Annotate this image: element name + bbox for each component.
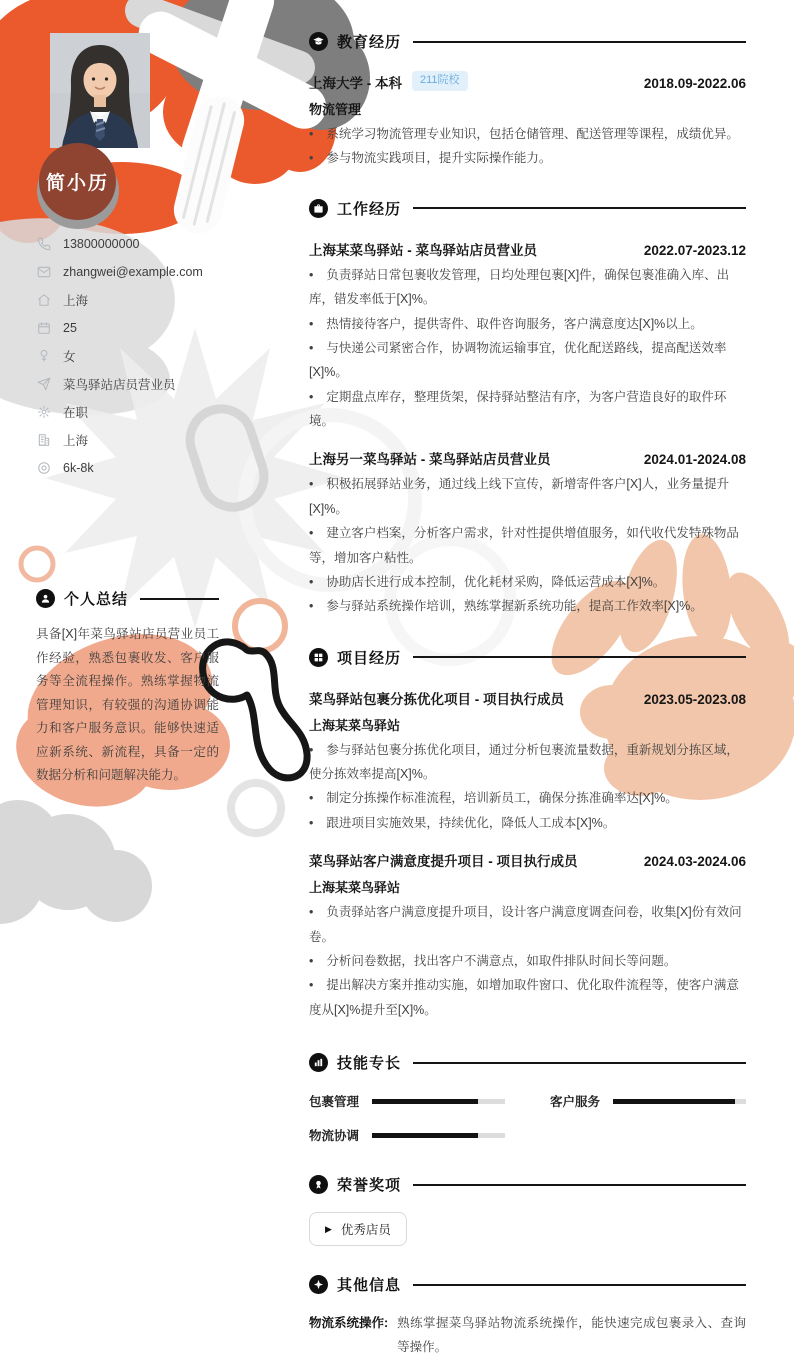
skill-bar bbox=[372, 1133, 505, 1138]
triangle-icon: ▶ bbox=[325, 1223, 332, 1234]
contact-row-age bbox=[37, 314, 277, 342]
skill-label: 客户服务 bbox=[550, 1095, 601, 1109]
contact-row-status bbox=[37, 398, 277, 426]
education-major: 物流管理 bbox=[309, 102, 362, 117]
profile-photo bbox=[50, 33, 150, 148]
summary-text: 具备[X]年菜鸟驿站店员营业员工作经验，熟悉包裹收发、客户服务等全流程操作。熟练掌握物流管理知识，有较强的沟通协调能力和客户服务意识。能够快速适应新系统、新流程，具备一定的数据分析和问题解决能力。 bbox=[36, 627, 219, 782]
bullet-item: • 分析问卷数据，找出客户不满意点，如取件排队时间长等问题。 bbox=[309, 949, 746, 973]
projects-header bbox=[309, 647, 746, 668]
project-title: 菜鸟驿站客户满意度提升项目 - 项目执行成员 bbox=[309, 854, 578, 870]
home-icon bbox=[37, 293, 52, 308]
contact-row-email bbox=[37, 258, 277, 286]
contact-status: 在职 bbox=[63, 406, 89, 420]
contact-email: zhangwei@example.com bbox=[63, 265, 203, 279]
contact-row-salary bbox=[37, 454, 277, 482]
education-title: 教育经历 bbox=[337, 34, 402, 51]
bullet-item: • 参与驿站系统操作培训，熟练掌握新系统功能，提高工作效率[X]%。 bbox=[309, 594, 746, 618]
summary-rule bbox=[140, 598, 219, 600]
summary-title: 个人总结 bbox=[64, 591, 129, 608]
education-entry bbox=[309, 72, 746, 171]
graduation-cap-icon bbox=[309, 32, 328, 51]
job-bullets bbox=[309, 263, 746, 434]
profile-name: 简小历 bbox=[45, 173, 109, 194]
honors-list bbox=[309, 1212, 746, 1246]
honor-pill bbox=[309, 1212, 407, 1246]
bullet-item: • 系统学习物流管理专业知识，包括仓储管理、配送管理等课程，成绩优异。 bbox=[309, 122, 746, 146]
education-date: 2018.09-2022.06 bbox=[643, 76, 746, 91]
skill-label: 包裹管理 bbox=[309, 1095, 360, 1109]
honors-header bbox=[309, 1174, 746, 1195]
skills-section bbox=[309, 1052, 746, 1144]
main-column bbox=[309, 31, 746, 1360]
bullet-item: • 与快递公司紧密合作，协调物流运输事宜，优化配送路线，提高配送效率[X]%。 bbox=[309, 336, 746, 385]
sparkle-icon bbox=[309, 1275, 328, 1294]
work-rule bbox=[413, 207, 746, 209]
contact-row-phone bbox=[37, 230, 277, 258]
skill-bar bbox=[372, 1099, 505, 1104]
target-icon bbox=[37, 461, 52, 476]
work-title: 工作经历 bbox=[337, 200, 402, 218]
contact-list bbox=[37, 230, 277, 482]
projects-title: 项目经历 bbox=[337, 649, 402, 667]
honor-label: 优秀店员 bbox=[340, 1223, 391, 1237]
skills-rule bbox=[413, 1062, 746, 1064]
contact-city: 上海 bbox=[63, 434, 89, 448]
bullet-item: • 参与物流实践项目，提升实际操作能力。 bbox=[309, 146, 746, 170]
name-badge bbox=[37, 143, 121, 229]
bullet-item: • 参与驿站包裹分拣优化项目，通过分析包裹流量数据，重新规划分拣区域，使分拣效率提高[X]%。 bbox=[309, 738, 746, 787]
other-rule bbox=[413, 1284, 746, 1286]
other-info-text: 熟练掌握菜鸟驿站物流系统操作，能快速完成包裹录入、查询等操作。 bbox=[397, 1316, 746, 1354]
other-section bbox=[309, 1274, 746, 1360]
other-info-label: 物流系统操作: bbox=[309, 1316, 389, 1330]
job-title: 上海某菜鸟驿站 - 菜鸟驿站店员营业员 bbox=[309, 242, 537, 258]
honors-rule bbox=[413, 1184, 746, 1186]
honors-section bbox=[309, 1174, 746, 1246]
phone-icon bbox=[37, 237, 52, 252]
briefcase-icon bbox=[309, 199, 328, 218]
education-header bbox=[309, 31, 746, 52]
skill-row bbox=[309, 1092, 505, 1110]
bullet-item: • 负责驿站客户满意度提升项目，设计客户满意度调查问卷，收集[X]份有效问卷。 bbox=[309, 900, 746, 949]
bullet-item: • 负责驿站日常包裹收发管理，日均处理包裹[X]件，确保包裹准确入库、出库，错发率低于[X]%。 bbox=[309, 263, 746, 312]
skills-header bbox=[309, 1052, 746, 1073]
summary-header bbox=[36, 588, 219, 609]
education-bullets bbox=[309, 122, 746, 171]
project-date: 2024.03-2024.06 bbox=[643, 854, 746, 870]
other-header bbox=[309, 1274, 746, 1295]
honors-title: 荣誉奖项 bbox=[337, 1177, 402, 1194]
skill-label: 物流协调 bbox=[309, 1129, 360, 1143]
bullet-item: • 积极拓展驿站业务，通过线上线下宣传，新增寄件客户[X]人，业务量提升[X]%。 bbox=[309, 472, 746, 521]
contact-location: 上海 bbox=[63, 294, 89, 308]
skill-row bbox=[309, 1126, 505, 1144]
skill-row bbox=[550, 1092, 746, 1110]
contact-row-city bbox=[37, 426, 277, 454]
contact-position: 菜鸟驿站店员营业员 bbox=[63, 378, 176, 392]
contact-age: 25 bbox=[63, 321, 77, 335]
project-bullets bbox=[309, 900, 746, 1022]
project-date: 2023.05-2023.08 bbox=[643, 691, 746, 707]
gear-icon bbox=[37, 405, 52, 420]
mail-icon bbox=[37, 265, 52, 280]
bullet-item: • 协助店长进行成本控制，优化耗材采购，降低运营成本[X]%。 bbox=[309, 570, 746, 594]
skill-bar-fill bbox=[613, 1099, 735, 1104]
project-title: 菜鸟驿站包裹分拣优化项目 - 项目执行成员 bbox=[309, 691, 564, 707]
contact-row-location bbox=[37, 286, 277, 314]
job-entry bbox=[309, 448, 746, 618]
job-bullets bbox=[309, 472, 746, 618]
paper-plane-icon bbox=[37, 377, 52, 392]
contact-salary: 6k-8k bbox=[63, 461, 94, 475]
project-bullets bbox=[309, 738, 746, 836]
skill-bar-fill bbox=[372, 1099, 478, 1104]
project-entry bbox=[309, 850, 746, 1022]
skill-bar bbox=[613, 1099, 746, 1104]
bullet-item: • 热情接待客户，提供寄件、取件咨询服务，客户满意度达[X]%以上。 bbox=[309, 312, 746, 336]
work-section bbox=[309, 198, 746, 619]
project-entry bbox=[309, 688, 746, 836]
school-name: 上海大学 - 本科 bbox=[309, 76, 402, 91]
work-header bbox=[309, 198, 746, 219]
bullet-item: • 建立客户档案，分析客户需求，针对性提供增值服务，如代收代发特殊物品等，增加客户粘性。 bbox=[309, 521, 746, 570]
job-date: 2022.07-2023.12 bbox=[643, 242, 746, 258]
gender-icon bbox=[37, 349, 52, 364]
school-badge: 211院校 bbox=[412, 71, 468, 90]
projects-rule bbox=[413, 656, 746, 658]
contact-row-gender bbox=[37, 342, 277, 370]
medal-icon bbox=[309, 1175, 328, 1194]
project-org: 上海某菜鸟驿站 bbox=[309, 717, 401, 733]
calendar-icon bbox=[37, 321, 52, 336]
building-icon bbox=[37, 433, 52, 448]
contact-gender: 女 bbox=[63, 350, 76, 364]
other-title: 其他信息 bbox=[337, 1277, 402, 1294]
projects-section bbox=[309, 647, 746, 1022]
name-badge-disc bbox=[39, 143, 116, 220]
skills-grid bbox=[309, 1092, 746, 1144]
job-entry bbox=[309, 239, 746, 434]
bar-chart-icon bbox=[309, 1053, 328, 1072]
skill-bar-fill bbox=[372, 1133, 478, 1138]
education-section bbox=[309, 31, 746, 171]
bullet-item: • 提出解决方案并推动实施，如增加取件窗口、优化取件流程等，使客户满意度从[X]%提升至[X]%。 bbox=[309, 973, 746, 1022]
grid-icon bbox=[309, 648, 328, 667]
education-rule bbox=[413, 41, 746, 43]
job-title: 上海另一菜鸟驿站 - 菜鸟驿站店员营业员 bbox=[309, 452, 551, 468]
job-date: 2024.01-2024.08 bbox=[643, 452, 746, 468]
skills-title: 技能专长 bbox=[337, 1055, 402, 1072]
bullet-item: • 定期盘点库存，整理货架，保持驿站整洁有序，为客户营造良好的取件环境。 bbox=[309, 385, 746, 434]
summary-section bbox=[36, 588, 219, 788]
bullet-item: • 跟进项目实施效果，持续优化，降低人工成本[X]%。 bbox=[309, 811, 746, 835]
bullet-item: • 制定分拣操作标准流程，培训新员工，确保分拣准确率达[X]%。 bbox=[309, 786, 746, 810]
project-org: 上海某菜鸟驿站 bbox=[309, 880, 401, 896]
contact-phone: 13800000000 bbox=[63, 237, 140, 251]
contact-row-position bbox=[37, 370, 277, 398]
other-info-row bbox=[309, 1312, 746, 1360]
person-icon bbox=[36, 589, 55, 608]
